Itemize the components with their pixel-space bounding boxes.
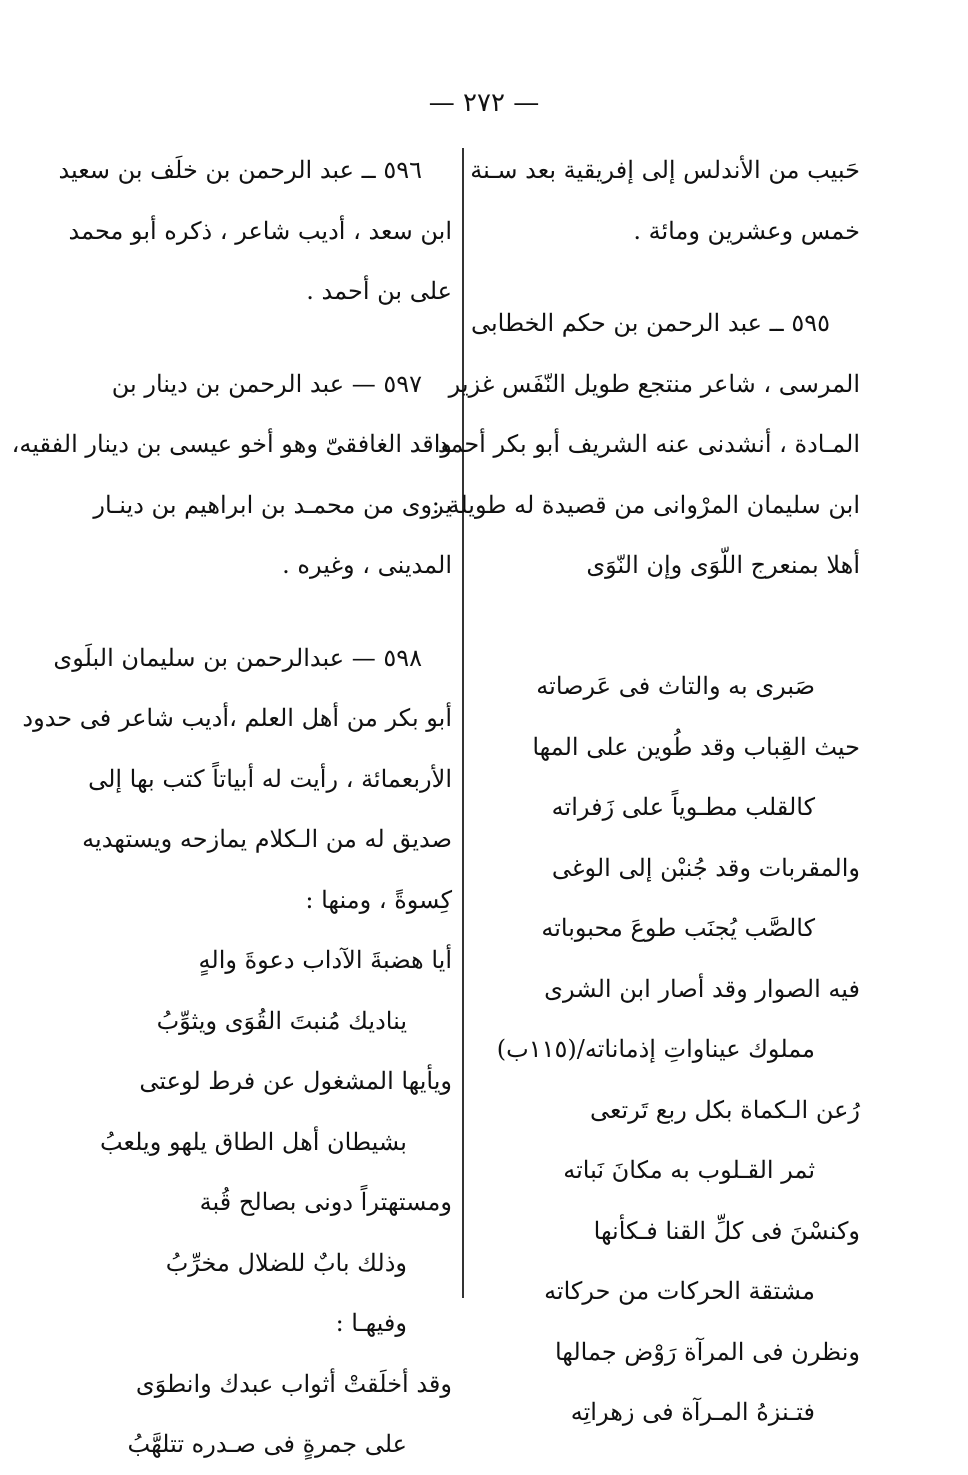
page-number: — ٢٧٢ — (428, 88, 540, 118)
text-line: المـادة ، أنشدنى عنه الشريف أبو بكر أحمد (437, 430, 860, 458)
verse-line: رُعن الـكماة بكل ربع تَرتعى (589, 1095, 860, 1124)
verse-line: كالصَّب يُجنَب طوعَ محبوباته (541, 914, 815, 942)
verse-line: بشيطان أهل الطاق يلهو ويلعبُ (99, 1127, 407, 1156)
verse-line: وفيهـا : (335, 1309, 407, 1337)
text-line: أبو بكر من أهل العلم ،أديب شاعر فى حدود (22, 704, 452, 732)
text-line: كِسوةً ، ومنها : (305, 885, 452, 914)
verse-line: ونظرن فى المرآة رَوْض جمالها (554, 1337, 860, 1366)
left-column (11, 140, 452, 1475)
verse-line: فتـنزهُ المـرآة فى زهراتِه (570, 1398, 815, 1426)
verse-line: وذلك بابٌ للضلال مخرِّبُ (165, 1248, 407, 1277)
verse-line: ثمر القـلوب به مكانَ نَباته (563, 1156, 815, 1184)
verse-line: على جمرةٍ فى صـدره تتلهَّبُ (127, 1430, 407, 1458)
verse-line: مملوك عيناواتِ إذماناته/(١١٥ب) (496, 1035, 815, 1063)
text-line: صديق له من الـكلام يمازحه ويستهديه (82, 825, 452, 853)
verse-line: فيه الصوار وقد أصار ابن الشرى (544, 974, 860, 1003)
verse-line: ومستهتراً دونى بصالح قُبة (199, 1188, 452, 1216)
text-line: واقد الغافقىّ وهو أخو عيسى بن دينار الفقيه، (11, 430, 452, 458)
verse-line: كالقلب مطـوياً على زَفراته (551, 793, 815, 821)
text-line: الأربعمائة ، رأيت له أبياتاً كتب بها إلى (88, 764, 452, 793)
entry-heading-597: ٥٩٧ — عبد الرحمن بن دينار بن (111, 369, 422, 398)
verse-line: والمقربات وقد جُنبْن إلى الوغى (551, 853, 860, 882)
text-line: خمس وعشرين ومائة . (633, 216, 860, 245)
text-line: ابن سليمان المرْوانى من قصيدة له طويلة : (431, 490, 860, 519)
entry-heading-595: ٥٩٥ ــ عبد الرحمن بن حكم الخطابى (470, 309, 830, 337)
verse-line: حيث القِباب وقد طُوين على المها (532, 732, 860, 761)
verse-line: وكنسْنَ فى كلِّ القنا فـكأنها (593, 1216, 860, 1245)
verse-line: مشتقة الحركات من حركاته (544, 1277, 815, 1305)
text-line: حَبيب من الأندلس إلى إفريقية بعد سـنة (470, 156, 860, 184)
verse-line (490, 596, 860, 657)
entry-heading-598: ٥٩٨ — عبدالرحمن بن سليمان البلَوى (53, 643, 422, 672)
column-divider (462, 148, 464, 1298)
text-line: يروى من محمـد بن ابراهيم بن دينـار (93, 490, 452, 519)
verse-line: صَبرى به والتاث فى عَرصاته (536, 672, 815, 700)
right-column (431, 140, 860, 1443)
text-line: المدينى ، وغيره . (282, 551, 452, 579)
verse-line: ويأيها المشغول عن فرط لوعتى (139, 1067, 452, 1095)
verse-line: أهلا بمنعرج اللّوَى وإن النّوَى (586, 551, 860, 579)
text-line: المرسى ، شاعر منتجع طويل النّفَس غزير (448, 369, 860, 398)
verse-line: يناديك مُنبتَ القُوَى ويثوِّبُ (156, 1006, 407, 1035)
text-line: ابن سعد ، أديب شاعر ، ذكره أبو محمد (68, 216, 452, 245)
verse-line: وقد أخلَقتْ أثواب عبدك وانطوَى (135, 1369, 452, 1398)
entry-heading-596: ٥٩٦ ــ عبد الرحمن بن خلَف بن سعيد (58, 156, 422, 184)
text-line: على بن أحمد . (306, 277, 452, 305)
verse-line: أيا هضبةَ الآداب دعوةَ والهٍ (198, 946, 452, 974)
